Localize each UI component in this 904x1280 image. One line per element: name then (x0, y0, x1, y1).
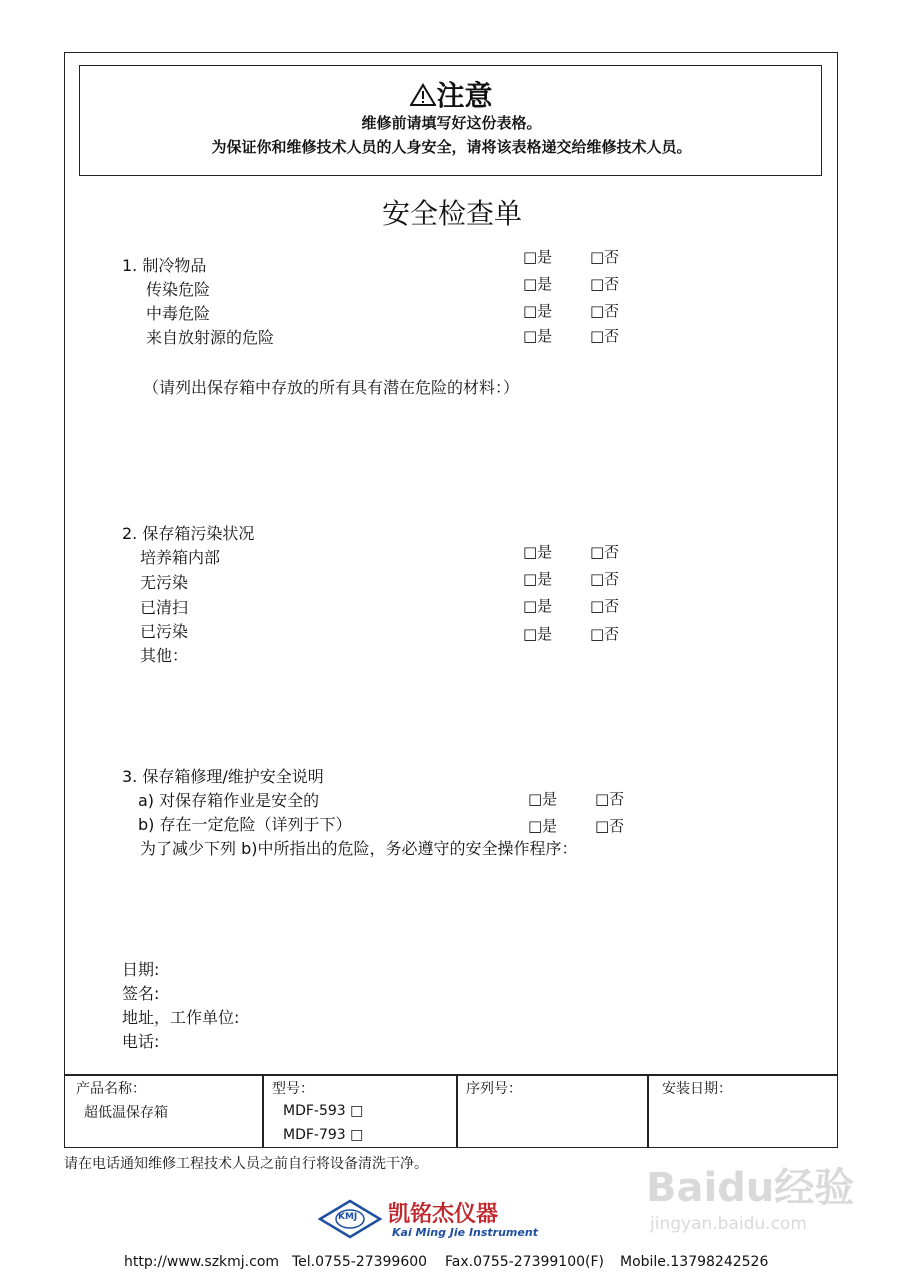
yes-checkbox[interactable]: □是 (523, 327, 553, 345)
contact-mobile: Mobile.13798242526 (620, 1254, 769, 1270)
contact-fax: Fax.0755-27399100(F) (445, 1254, 604, 1270)
section2-item-clean: 无污染 (140, 573, 189, 592)
no-checkbox[interactable]: □否 (590, 543, 620, 561)
notice-title: 注意 (436, 79, 493, 112)
notice-box (79, 65, 822, 176)
yes-checkbox[interactable]: □是 (523, 597, 553, 615)
no-checkbox[interactable]: □否 (590, 625, 620, 643)
contact-website[interactable]: http://www.szkmj.com (124, 1254, 280, 1270)
yes-checkbox[interactable]: □是 (528, 790, 558, 808)
section2-item-cleaned: 已清扫 (140, 598, 189, 617)
watermark-brand: Baidu经验 (646, 1165, 855, 1211)
phone-label: 电话: (122, 1032, 160, 1051)
no-checkbox[interactable]: □否 (595, 817, 625, 835)
yes-checkbox[interactable]: □是 (528, 817, 558, 835)
no-checkbox[interactable]: □否 (590, 248, 620, 266)
product-name-value: 超低温保存箱 (84, 1105, 168, 1121)
model-option-593[interactable]: MDF-593 □ (283, 1103, 364, 1119)
warning-triangle-icon (410, 83, 436, 107)
no-checkbox[interactable]: □否 (595, 790, 625, 808)
model-option-793[interactable]: MDF-793 □ (283, 1127, 364, 1143)
contact-tel: Tel.0755-27399600 (292, 1254, 428, 1270)
section2-item-contaminated: 已污染 (140, 622, 189, 641)
model-label: 型号： (272, 1081, 314, 1097)
section3-note: 为了减少下列 b)中所指出的危险，务必遵守的安全操作程序： (140, 839, 578, 858)
section3-heading: 3. 保存箱修理/维护安全说明 (122, 767, 324, 786)
date-label: 日期: (122, 960, 160, 979)
section2-heading: 2. 保存箱污染状况 (122, 524, 255, 543)
no-checkbox[interactable]: □否 (590, 275, 620, 293)
table-top-border (64, 1074, 838, 1076)
section3-item-a: a) 对保存箱作业是安全的 (138, 791, 320, 810)
yes-checkbox[interactable]: □是 (523, 625, 553, 643)
table-divider (262, 1074, 264, 1148)
document-title: 安全检查单 (381, 197, 522, 230)
section1-item-radiation: 来自放射源的危险 (146, 328, 275, 347)
notice-line-2: 为保证你和维修技术人员的人身安全，请将该表格递交给维修技术人员。 (211, 138, 692, 156)
signature-label: 签名: (122, 984, 160, 1003)
serial-number-label: 序列号： (466, 1081, 522, 1097)
section1-item-infection: 传染危险 (146, 280, 211, 299)
product-name-label: 产品名称： (76, 1081, 146, 1097)
no-checkbox[interactable]: □否 (590, 302, 620, 320)
yes-checkbox[interactable]: □是 (523, 302, 553, 320)
section1-item-poison: 中毒危险 (146, 304, 211, 323)
table-divider (647, 1074, 649, 1148)
yes-checkbox[interactable]: □是 (523, 543, 553, 561)
table-divider (456, 1074, 458, 1148)
yes-checkbox[interactable]: □是 (523, 570, 553, 588)
section3-item-b: b) 存在一定危险（详列于下） (138, 815, 352, 834)
no-checkbox[interactable]: □否 (590, 597, 620, 615)
notice-line-1: 维修前请填写好这份表格。 (361, 114, 542, 132)
no-checkbox[interactable]: □否 (590, 570, 620, 588)
logo-badge-text: KMJ (338, 1212, 358, 1222)
no-checkbox[interactable]: □否 (590, 327, 620, 345)
section1-heading: 1. 制冷物品 (122, 256, 207, 275)
company-name-cn: 凯铭杰仪器 (388, 1201, 499, 1227)
watermark-url: jingyan.baidu.com (650, 1214, 807, 1234)
address-label: 地址，工作单位: (122, 1008, 240, 1027)
section1-note: （请列出保存箱中存放的所有具有潜在危险的材料：） (143, 378, 520, 397)
footer-note: 请在电话通知维修工程技术人员之前自行将设备清洗干净。 (64, 1156, 428, 1172)
section2-item-inside: 培养箱内部 (140, 548, 221, 567)
yes-checkbox[interactable]: □是 (523, 248, 553, 266)
notice-heading (80, 74, 823, 114)
section2-item-other: 其他： (140, 646, 189, 665)
company-name-en: Kai Ming Jie Instrument (392, 1226, 538, 1239)
yes-checkbox[interactable]: □是 (523, 275, 553, 293)
install-date-label: 安装日期： (662, 1081, 732, 1097)
company-logo-emblem (318, 1198, 382, 1240)
